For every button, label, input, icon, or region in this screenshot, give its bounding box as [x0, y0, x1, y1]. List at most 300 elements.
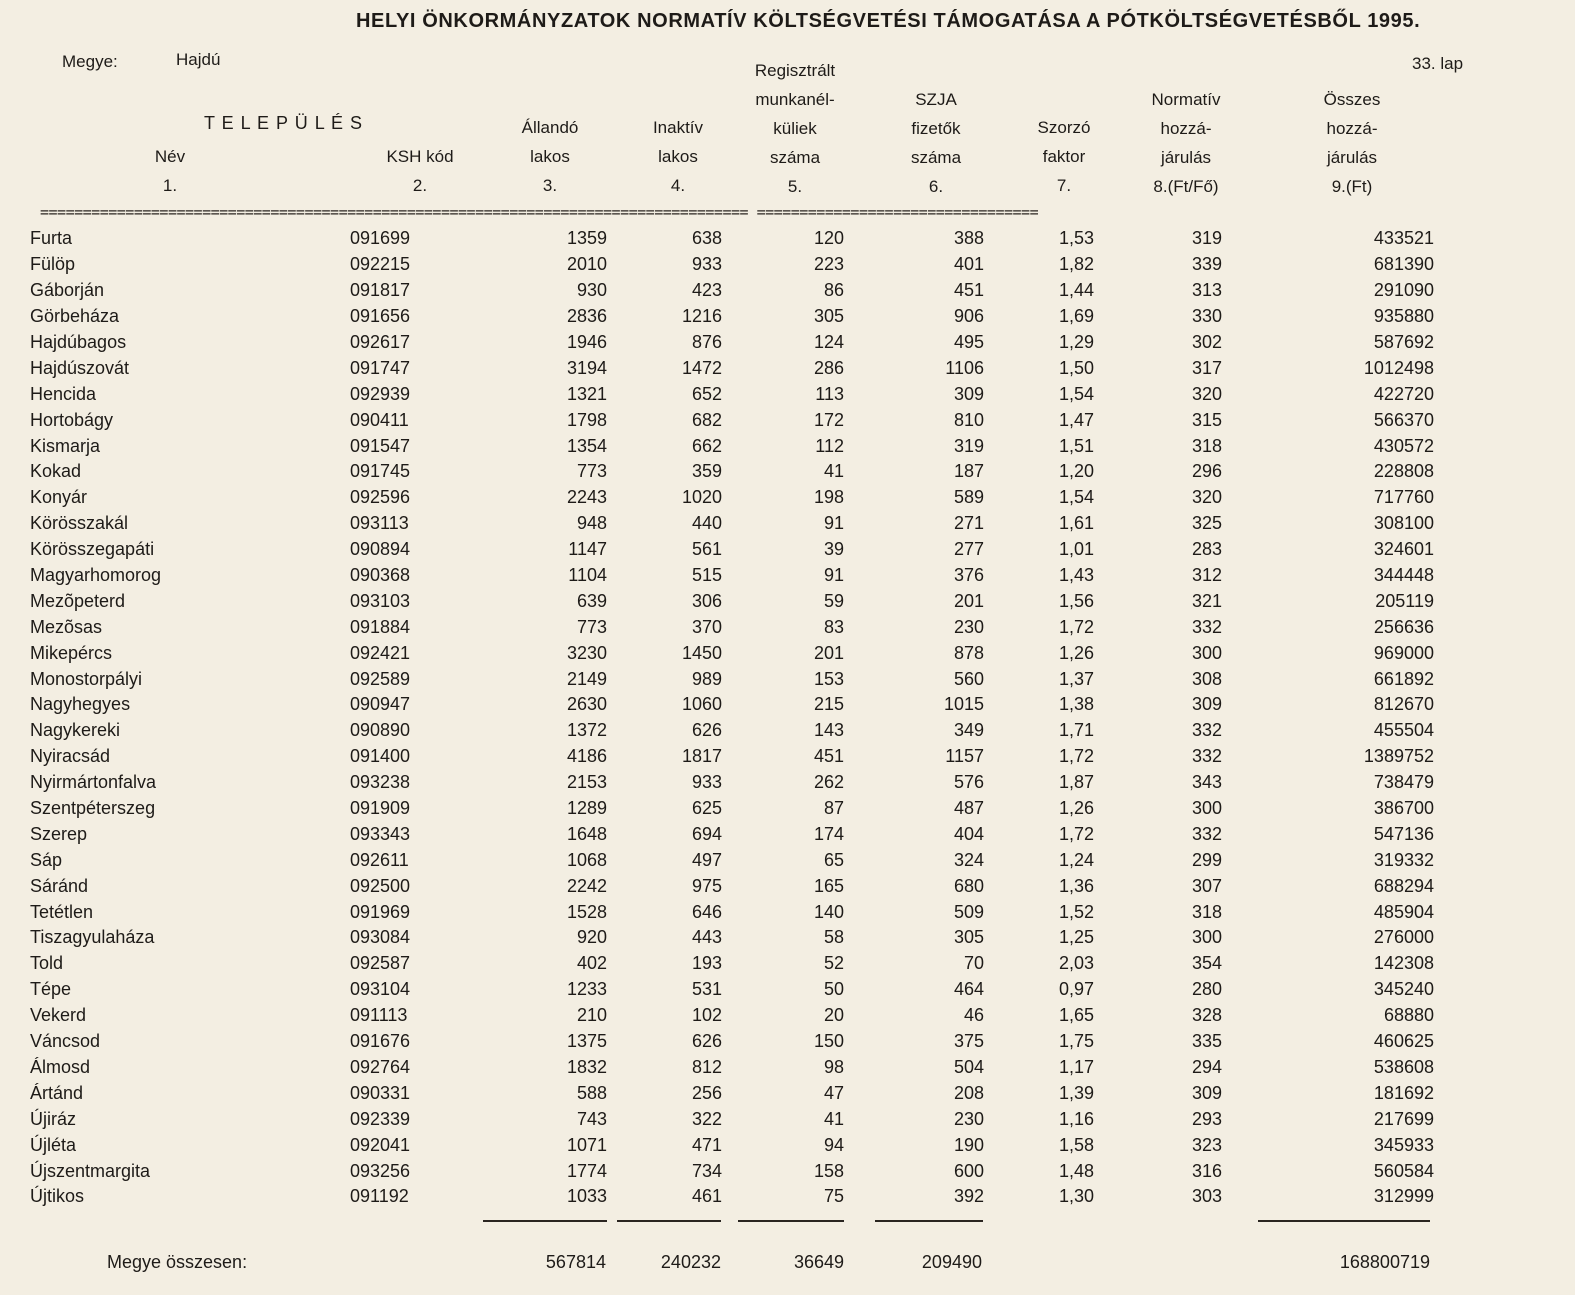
header-col9-l3: járulás [1326, 148, 1378, 167]
allando-lakos: 2149 [566, 668, 607, 689]
ksh-kod: 091113 [350, 1005, 408, 1026]
osszes-hozzajarulas: 560584 [1373, 1160, 1434, 1181]
ksh-kod: 091969 [350, 901, 411, 922]
sum-rule-col3 [483, 1220, 607, 1222]
normativ-hozzajarulas: 330 [1191, 306, 1222, 327]
munkanelkuliek: 86 [823, 280, 844, 301]
table-row [0, 1055, 1434, 1081]
totals-label: Megye összesen: [107, 1252, 248, 1272]
table-row [0, 770, 1434, 796]
munkanelkuliek: 50 [823, 979, 844, 1000]
header-col5-l4: száma [769, 148, 821, 167]
normativ-hozzajarulas: 332 [1191, 823, 1222, 844]
inaktiv-lakos: 359 [691, 461, 722, 482]
header-col5-l3: küliek [773, 119, 817, 138]
osszes-hozzajarulas: 1012498 [1363, 357, 1434, 378]
header-col3-l2: lakos [530, 147, 570, 166]
szorzo-faktor: 1,25 [1058, 927, 1094, 948]
szja-fizetok: 1015 [943, 694, 984, 715]
osszes-hozzajarulas: 812670 [1373, 694, 1434, 715]
telepules-nev: Nyirmártonfalva [30, 772, 157, 793]
telepules-nev: Hajdúbagos [30, 332, 127, 352]
telepules-nev: Monostorpályi [30, 668, 143, 689]
munkanelkuliek: 305 [813, 306, 844, 327]
header-col7-num: 7. [1056, 176, 1072, 195]
munkanelkuliek: 87 [823, 798, 844, 819]
table-row [0, 381, 1434, 407]
ksh-kod: 092611 [350, 849, 409, 870]
row-indent [0, 821, 30, 847]
inaktiv-lakos: 440 [691, 513, 722, 534]
normativ-hozzajarulas: 320 [1191, 487, 1222, 508]
header-ksh [372, 142, 468, 200]
szja-fizetok: 376 [953, 565, 984, 586]
allando-lakos: 2153 [566, 772, 607, 793]
munkanelkuliek: 140 [813, 901, 844, 922]
allando-lakos: 588 [576, 1082, 607, 1103]
table-row [0, 511, 1434, 537]
table-row [0, 925, 1434, 951]
inaktiv-lakos: 1450 [681, 642, 722, 663]
szorzo-faktor: 1,53 [1058, 228, 1094, 249]
munkanelkuliek: 98 [823, 1056, 844, 1077]
ksh-kod: 090947 [350, 694, 411, 715]
normativ-hozzajarulas: 317 [1191, 357, 1222, 378]
normativ-hozzajarulas: 299 [1191, 849, 1222, 870]
telepules-header: T E L E P Ü L É S [204, 113, 364, 133]
table-row [0, 718, 1434, 744]
munkanelkuliek: 47 [823, 1082, 844, 1103]
row-indent [0, 226, 30, 252]
allando-lakos: 1289 [566, 798, 607, 819]
munkanelkuliek: 91 [823, 565, 844, 586]
row-indent [0, 1184, 30, 1210]
row-indent [0, 925, 30, 951]
row-indent [0, 692, 30, 718]
allando-lakos: 2010 [566, 254, 607, 275]
szorzo-faktor: 1,38 [1058, 694, 1094, 715]
normativ-hozzajarulas: 343 [1191, 772, 1222, 793]
munkanelkuliek: 201 [813, 642, 844, 663]
szja-fizetok: 208 [953, 1082, 984, 1103]
header-col4-l2: lakos [658, 147, 698, 166]
osszes-hozzajarulas: 344448 [1373, 565, 1434, 586]
ksh-kod: 093103 [350, 590, 411, 611]
szorzo-faktor: 1,58 [1058, 1134, 1094, 1155]
table-row [0, 304, 1434, 330]
szorzo-faktor: 1,37 [1058, 668, 1094, 689]
telepules-nev: Újtikos [30, 1186, 85, 1207]
szja-fizetok: 319 [953, 435, 984, 456]
row-indent [0, 407, 30, 433]
szorzo-faktor: 1,65 [1058, 1005, 1094, 1026]
ksh-kod: 090894 [350, 539, 411, 560]
inaktiv-lakos: 694 [691, 823, 722, 844]
ksh-kod: 092587 [350, 953, 411, 974]
sum-rule-col4 [617, 1220, 721, 1222]
inaktiv-lakos: 989 [691, 668, 722, 689]
inaktiv-lakos: 1020 [681, 487, 722, 508]
inaktiv-lakos: 256 [691, 1082, 722, 1103]
allando-lakos: 1233 [566, 979, 607, 1000]
megye-label: Megye: [62, 52, 118, 71]
table-row [0, 847, 1434, 873]
normativ-hozzajarulas: 307 [1191, 875, 1222, 896]
osszes-hozzajarulas: 345240 [1373, 979, 1434, 1000]
header-nev-num: 1. [162, 176, 178, 195]
szja-fizetok: 46 [963, 1005, 984, 1026]
header-szja [893, 85, 979, 201]
sum-rule-col6 [875, 1220, 983, 1222]
szja-fizetok: 70 [963, 953, 984, 974]
allando-lakos: 4186 [566, 746, 607, 767]
row-indent [0, 1029, 30, 1055]
allando-lakos: 2243 [566, 487, 607, 508]
inaktiv-lakos: 734 [691, 1160, 722, 1181]
szorzo-faktor: 1,50 [1058, 357, 1094, 378]
ksh-kod: 090331 [350, 1082, 411, 1103]
table-row [0, 355, 1434, 381]
ksh-kod: 091699 [350, 228, 411, 249]
normativ-hozzajarulas: 302 [1191, 332, 1222, 352]
osszes-hozzajarulas: 422720 [1373, 383, 1434, 404]
row-indent [0, 1132, 30, 1158]
szja-fizetok: 560 [953, 668, 984, 689]
szja-fizetok: 309 [953, 383, 984, 404]
allando-lakos: 743 [576, 1108, 607, 1129]
ksh-kod: 092421 [350, 642, 411, 663]
ksh-kod: 091676 [350, 1031, 411, 1052]
telepules-nev: Told [30, 953, 64, 974]
szorzo-faktor: 1,01 [1058, 539, 1094, 560]
osszes-hozzajarulas: 433521 [1373, 228, 1434, 249]
allando-lakos: 1147 [568, 539, 607, 560]
inaktiv-lakos: 515 [691, 565, 722, 586]
inaktiv-lakos: 322 [691, 1108, 722, 1129]
megye-value: Hajdú [176, 50, 221, 69]
munkanelkuliek: 75 [823, 1186, 844, 1207]
normativ-hozzajarulas: 300 [1191, 798, 1222, 819]
table-row [0, 1003, 1434, 1029]
szorzo-faktor: 1,75 [1058, 1031, 1094, 1052]
inaktiv-lakos: 102 [691, 1005, 722, 1026]
inaktiv-lakos: 933 [691, 254, 722, 275]
allando-lakos: 1798 [566, 409, 607, 430]
munkanelkuliek: 262 [813, 772, 844, 793]
szja-fizetok: 277 [953, 539, 984, 560]
sum-rule-col9 [1258, 1220, 1430, 1222]
allando-lakos: 1946 [566, 332, 607, 352]
ksh-kod: 093238 [350, 772, 411, 793]
telepules-nev: Újléta [30, 1134, 77, 1155]
telepules-nev: Mezõpeterd [30, 590, 126, 611]
ksh-kod: 091747 [350, 357, 411, 378]
header-col6-l2: fizetők [911, 119, 961, 138]
osszes-hozzajarulas: 587692 [1373, 332, 1434, 352]
munkanelkuliek: 172 [813, 409, 844, 430]
row-indent [0, 588, 30, 614]
normativ-hozzajarulas: 300 [1191, 927, 1222, 948]
osszes-hozzajarulas: 276000 [1373, 927, 1434, 948]
osszes-hozzajarulas: 256636 [1373, 616, 1434, 637]
munkanelkuliek: 65 [823, 849, 844, 870]
inaktiv-lakos: 497 [691, 849, 722, 870]
allando-lakos: 930 [576, 280, 607, 301]
szorzo-faktor: 1,24 [1058, 849, 1094, 870]
inaktiv-lakos: 461 [691, 1186, 722, 1207]
data-table [0, 226, 1434, 1210]
munkanelkuliek: 174 [813, 823, 844, 844]
szorzo-faktor: 1,69 [1058, 306, 1094, 327]
table-row [0, 1184, 1434, 1210]
table-row [0, 899, 1434, 925]
header-col8-l1: Normatív [1151, 90, 1221, 109]
inaktiv-lakos: 652 [691, 383, 722, 404]
szorzo-faktor: 0,97 [1058, 979, 1094, 1000]
szja-fizetok: 375 [953, 1031, 984, 1052]
row-indent [0, 278, 30, 304]
row-indent [0, 718, 30, 744]
munkanelkuliek: 20 [823, 1005, 844, 1026]
normativ-hozzajarulas: 354 [1191, 953, 1222, 974]
munkanelkuliek: 94 [823, 1134, 844, 1155]
inaktiv-lakos: 812 [691, 1056, 722, 1077]
telepules-nev: Álmosd [30, 1056, 91, 1077]
szorzo-faktor: 1,43 [1058, 565, 1094, 586]
szorzo-faktor: 1,71 [1058, 720, 1094, 741]
allando-lakos: 402 [576, 953, 607, 974]
ksh-kod: 091884 [350, 616, 411, 637]
row-indent [0, 951, 30, 977]
row-indent [0, 330, 30, 356]
munkanelkuliek: 91 [823, 513, 844, 534]
osszes-hozzajarulas: 681390 [1373, 254, 1434, 275]
header-nev [140, 142, 200, 200]
row-indent [0, 640, 30, 666]
szorzo-faktor: 1,20 [1058, 461, 1094, 482]
osszes-hozzajarulas: 460625 [1373, 1031, 1434, 1052]
telepules-nev: Tetétlen [30, 901, 94, 922]
inaktiv-lakos: 1060 [681, 694, 722, 715]
osszes-hozzajarulas: 217699 [1373, 1108, 1434, 1129]
szja-fizetok: 190 [953, 1134, 984, 1155]
table-row [0, 1106, 1434, 1132]
allando-lakos: 2836 [566, 306, 607, 327]
header-allando-lakos [510, 113, 590, 200]
allando-lakos: 3230 [566, 642, 607, 663]
ksh-kod: 092939 [350, 383, 411, 404]
table-row [0, 407, 1434, 433]
table-row [0, 1132, 1434, 1158]
szja-fizetok: 451 [953, 280, 984, 301]
normativ-hozzajarulas: 280 [1191, 979, 1222, 1000]
normativ-hozzajarulas: 335 [1191, 1031, 1222, 1052]
allando-lakos: 1774 [566, 1160, 607, 1181]
row-indent [0, 796, 30, 822]
table-row [0, 692, 1434, 718]
allando-lakos: 2242 [566, 875, 607, 896]
osszes-hozzajarulas: 319332 [1373, 849, 1434, 870]
normativ-hozzajarulas: 318 [1191, 901, 1222, 922]
header-munkanelkuliek [740, 56, 850, 201]
allando-lakos: 1071 [566, 1134, 607, 1155]
normativ-hozzajarulas: 303 [1191, 1186, 1222, 1207]
total-allando: 567814 [545, 1252, 606, 1272]
header-col6-num: 6. [928, 177, 944, 196]
szorzo-faktor: 1,72 [1058, 616, 1094, 637]
table-row [0, 873, 1434, 899]
ksh-kod: 091656 [350, 306, 411, 327]
inaktiv-lakos: 561 [691, 539, 722, 560]
szja-fizetok: 810 [953, 409, 984, 430]
header-col8-num: 8.(Ft/Fő) [1153, 177, 1219, 196]
header-col6-l1: SZJA [915, 90, 957, 109]
table-row [0, 640, 1434, 666]
header-col7-l1: Szorzó [1037, 118, 1091, 137]
ksh-kod: 092596 [350, 487, 411, 508]
allando-lakos: 1104 [568, 565, 607, 586]
row-indent [0, 563, 30, 589]
normativ-hozzajarulas: 294 [1191, 1056, 1222, 1077]
header-col8-l2: hozzá- [1160, 119, 1212, 138]
szja-fizetok: 600 [953, 1160, 984, 1181]
table-row [0, 226, 1434, 252]
ksh-kod: 091192 [350, 1186, 409, 1207]
telepules-nev: Kismarja [30, 435, 101, 456]
row-indent [0, 381, 30, 407]
munkanelkuliek: 158 [813, 1160, 844, 1181]
normativ-hozzajarulas: 293 [1191, 1108, 1222, 1129]
szja-fizetok: 1106 [945, 357, 984, 378]
szorzo-faktor: 1,82 [1058, 254, 1094, 275]
normativ-hozzajarulas: 328 [1191, 1005, 1222, 1026]
header-col7-l2: faktor [1042, 147, 1086, 166]
ksh-kod: 090368 [350, 565, 411, 586]
szorzo-faktor: 1,47 [1058, 409, 1094, 430]
osszes-hozzajarulas: 430572 [1373, 435, 1434, 456]
allando-lakos: 3194 [566, 357, 607, 378]
table-row [0, 588, 1434, 614]
normativ-hozzajarulas: 325 [1191, 513, 1222, 534]
telepules-nev: Körösszegapáti [30, 539, 155, 560]
telepules-nev: Furta [30, 228, 73, 249]
allando-lakos: 2630 [566, 694, 607, 715]
telepules-nev: Tiszagyulaháza [30, 927, 155, 948]
normativ-hozzajarulas: 312 [1191, 565, 1222, 586]
normativ-hozzajarulas: 316 [1191, 1160, 1222, 1181]
osszes-hozzajarulas: 142308 [1373, 953, 1434, 974]
page-number: 33. lap [1412, 54, 1464, 73]
table-row [0, 563, 1434, 589]
telepules-nev: Hortobágy [30, 409, 114, 430]
table-row [0, 278, 1434, 304]
osszes-hozzajarulas: 345933 [1373, 1134, 1434, 1155]
inaktiv-lakos: 638 [691, 228, 722, 249]
row-indent [0, 666, 30, 692]
szorzo-faktor: 1,72 [1058, 823, 1094, 844]
normativ-hozzajarulas: 323 [1191, 1134, 1222, 1155]
telepules-nev: Nyiracsád [30, 746, 111, 767]
table-row [0, 744, 1434, 770]
szja-fizetok: 230 [953, 1108, 984, 1129]
ksh-kod: 091400 [350, 746, 411, 767]
telepules-nev: Vekerd [30, 1005, 87, 1026]
ksh-kod: 092500 [350, 875, 411, 896]
inaktiv-lakos: 370 [691, 616, 722, 637]
header-szorzo [1022, 113, 1106, 200]
allando-lakos: 210 [576, 1005, 607, 1026]
normativ-hozzajarulas: 321 [1191, 590, 1222, 611]
table-row [0, 485, 1434, 511]
munkanelkuliek: 41 [823, 461, 844, 482]
normativ-hozzajarulas: 309 [1191, 1082, 1222, 1103]
row-indent [0, 1003, 30, 1029]
osszes-hozzajarulas: 324601 [1373, 539, 1434, 560]
allando-lakos: 1375 [566, 1031, 607, 1052]
munkanelkuliek: 112 [815, 435, 844, 456]
szorzo-faktor: 1,54 [1058, 383, 1094, 404]
row-indent [0, 537, 30, 563]
header-col9-num: 9.(Ft) [1331, 177, 1373, 196]
munkanelkuliek: 39 [823, 539, 844, 560]
munkanelkuliek: 165 [813, 875, 844, 896]
allando-lakos: 1372 [566, 720, 607, 741]
page-title: HELYI ÖNKORMÁNYZATOK NORMATÍV KÖLTSÉGVETÉSI TÁMOGATÁSA A PÓTKÖLTSÉGVETÉSBŐL 1995. [356, 10, 1421, 32]
row-indent [0, 614, 30, 640]
row-indent [0, 744, 30, 770]
szorzo-faktor: 1,44 [1058, 280, 1094, 301]
szja-fizetok: 305 [953, 927, 984, 948]
telepules-nev: Hencida [30, 383, 97, 404]
telepules-nev: Kokad [30, 461, 82, 482]
header-col9-l1: Összes [1323, 90, 1381, 109]
osszes-hozzajarulas: 485904 [1373, 901, 1434, 922]
osszes-hozzajarulas: 538608 [1373, 1056, 1434, 1077]
szja-fizetok: 230 [953, 616, 984, 637]
telepules-nev: Szerep [30, 823, 88, 844]
telepules-nev: Sáránd [30, 875, 89, 896]
table-row [0, 537, 1434, 563]
szja-fizetok: 201 [953, 590, 984, 611]
szorzo-faktor: 1,30 [1058, 1186, 1094, 1207]
allando-lakos: 1033 [566, 1186, 607, 1207]
osszes-hozzajarulas: 935880 [1373, 306, 1434, 327]
munkanelkuliek: 58 [823, 927, 844, 948]
header-col5-l1: Regisztrált [754, 61, 836, 80]
normativ-hozzajarulas: 332 [1191, 616, 1222, 637]
table-row [0, 1029, 1434, 1055]
osszes-hozzajarulas: 308100 [1373, 513, 1434, 534]
munkanelkuliek: 223 [813, 254, 844, 275]
szorzo-faktor: 1,87 [1058, 772, 1094, 793]
szja-fizetok: 271 [953, 513, 984, 534]
header-col3-l1: Állandó [521, 118, 579, 137]
ksh-kod: 093113 [350, 513, 409, 534]
telepules-nev: Konyár [30, 487, 88, 508]
szorzo-faktor: 1,52 [1058, 901, 1094, 922]
telepules-nev: Újiráz [30, 1108, 77, 1129]
header-osszes [1312, 85, 1392, 201]
osszes-hozzajarulas: 738479 [1373, 772, 1434, 793]
telepules-nev: Gáborján [30, 280, 105, 301]
allando-lakos: 639 [576, 590, 607, 611]
inaktiv-lakos: 626 [691, 1031, 722, 1052]
inaktiv-lakos: 1216 [681, 306, 722, 327]
szja-fizetok: 487 [953, 798, 984, 819]
total-osszes: 168800719 [1339, 1252, 1430, 1272]
szorzo-faktor: 1,36 [1058, 875, 1094, 896]
table-row [0, 1158, 1434, 1184]
